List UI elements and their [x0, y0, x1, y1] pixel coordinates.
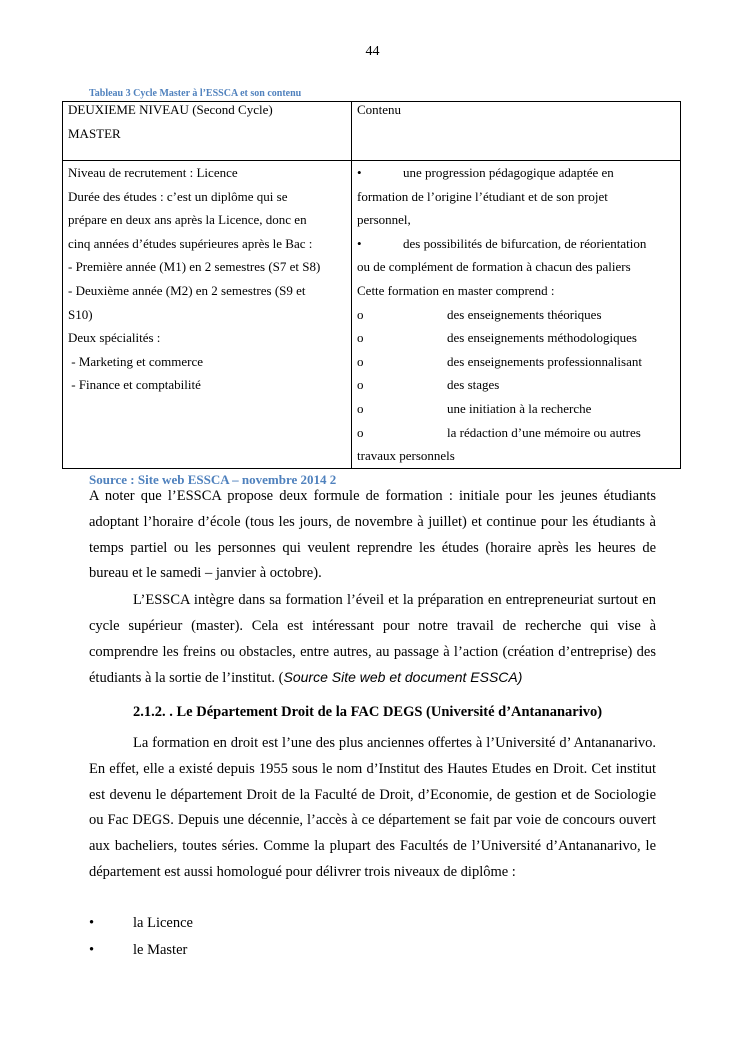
paragraph-formation-modes: A noter que l’ESSCA propose deux formule de formation : initiale pour les jeunes étudiants adoptant l’horaire d’école (tous les jours, de novembre à juillet) et continue pour les étudiants à temps partiel ou les personnes qui veulent reprendre les études (horaire après les heures de bureau et le samedi – janvier à octobre). [89, 488, 656, 582]
sub-item: o des stages [357, 373, 675, 397]
right-content-cell [352, 161, 681, 469]
sub-item: o une initiation à la recherche [357, 397, 675, 421]
bullet-line: • des possibilités de bifurcation, de réorientation [357, 232, 675, 256]
left-line: Deux spécialités : [68, 330, 161, 346]
left-line: Durée des études : c’est un diplôme qui se [68, 188, 288, 204]
section-heading: 2.1.2. . Le Département Droit de la FAC DEGS (Université d’Antananarivo) [133, 704, 603, 720]
bullet-continuation: ou de complément de formation à chacun des paliers [357, 259, 631, 275]
left-line: - Finance et comptabilité [68, 377, 201, 393]
sub-item: o des enseignements professionnalisant [357, 350, 675, 374]
header-left-line: MASTER [68, 126, 121, 141]
paragraph-law-department: La formation en droit est l’une des plus anciennes offertes à l’Université d’ Antananarivo. En effet, elle a existé depuis 1955 sous le nom d’Institut des Hautes Etudes en Droit. Cet institut est devenu le département Droit de la Faculté de Droit, d’Economie, de gestion et de Sociologie ou Fac DEGS. Depuis une décennie, l’accès à ce département se fait par voie de concours ouvert aux bacheliers, toutes séries. Comme la plupart des Facultés de l’Université d’Antananarivo, le département est aussi homologué pour délivrer trois niveaux de diplôme : [89, 735, 656, 880]
left-line: cinq années d’études supérieures après le Bac : [68, 235, 313, 251]
table-source: Source : Site web ESSCA – novembre 2014 2 [89, 472, 337, 487]
bullet-icon: • [89, 942, 95, 958]
sub-item: o la rédaction d’une mémoire ou autres [357, 421, 675, 445]
header-right-text: Contenu [357, 102, 402, 117]
source-citation: Source Site web et document ESSCA) [283, 669, 523, 686]
bullet-continuation: personnel, [357, 212, 411, 228]
right-intro: Cette formation en master comprend : [357, 282, 555, 298]
circle-bullet-icon: o [357, 424, 364, 440]
sub-item: o des enseignements méthodologiques [357, 326, 675, 350]
sub-item: o des enseignements théoriques [357, 303, 675, 327]
left-content-cell [63, 161, 352, 469]
list-item: • la Licence [89, 910, 193, 937]
header-left-line: DEUXIEME NIVEAU (Second Cycle) [68, 102, 273, 117]
page-number: 44 [365, 44, 380, 59]
left-line: - Marketing et commerce [68, 353, 203, 369]
circle-bullet-icon: o [357, 353, 364, 369]
bullet-icon: • [357, 165, 362, 180]
header-left-cell [63, 102, 352, 161]
left-line: - Deuxième année (M2) en 2 semestres (S9 et [68, 282, 306, 298]
bullet-icon: • [357, 235, 362, 251]
bullet-line: • une progression pédagogique adaptée en [357, 161, 675, 185]
table-body-row [63, 161, 681, 469]
paragraph-entrepreneurship: L’ESSCA intègre dans sa formation l’éveil et la préparation en entrepreneuriat surtout en cycle supérieur (master). Cela est intéressant pour notre travail de recherche qui vise à comprendre les freins ou obstacles, entre autres, au passage à l’action (création d’entreprise) des étudiants à la sortie de l’institut. (Source Site web et document ESSCA) [89, 592, 656, 687]
header-right-cell [352, 102, 681, 161]
left-line: S10) [68, 306, 93, 322]
left-line: Niveau de recrutement : Licence [68, 165, 238, 180]
table-caption: Tableau 3 Cycle Master à l’ESSCA et son contenu [89, 88, 302, 99]
left-line: prépare en deux ans après la Licence, donc en [68, 212, 307, 228]
diploma-list [89, 910, 193, 964]
table-header-row [63, 102, 681, 161]
bullet-icon: • [89, 915, 95, 931]
sub-item-continuation: travaux personnels [357, 448, 455, 464]
left-line: - Première année (M1) en 2 semestres (S7 et S8) [68, 259, 321, 275]
master-cycle-table [62, 101, 681, 469]
list-item: • le Master [89, 937, 193, 964]
circle-bullet-icon: o [357, 377, 364, 393]
circle-bullet-icon: o [357, 330, 364, 346]
circle-bullet-icon: o [357, 306, 364, 322]
bullet-continuation: formation de l’origine l’étudiant et de son projet [357, 188, 608, 204]
circle-bullet-icon: o [357, 400, 364, 416]
